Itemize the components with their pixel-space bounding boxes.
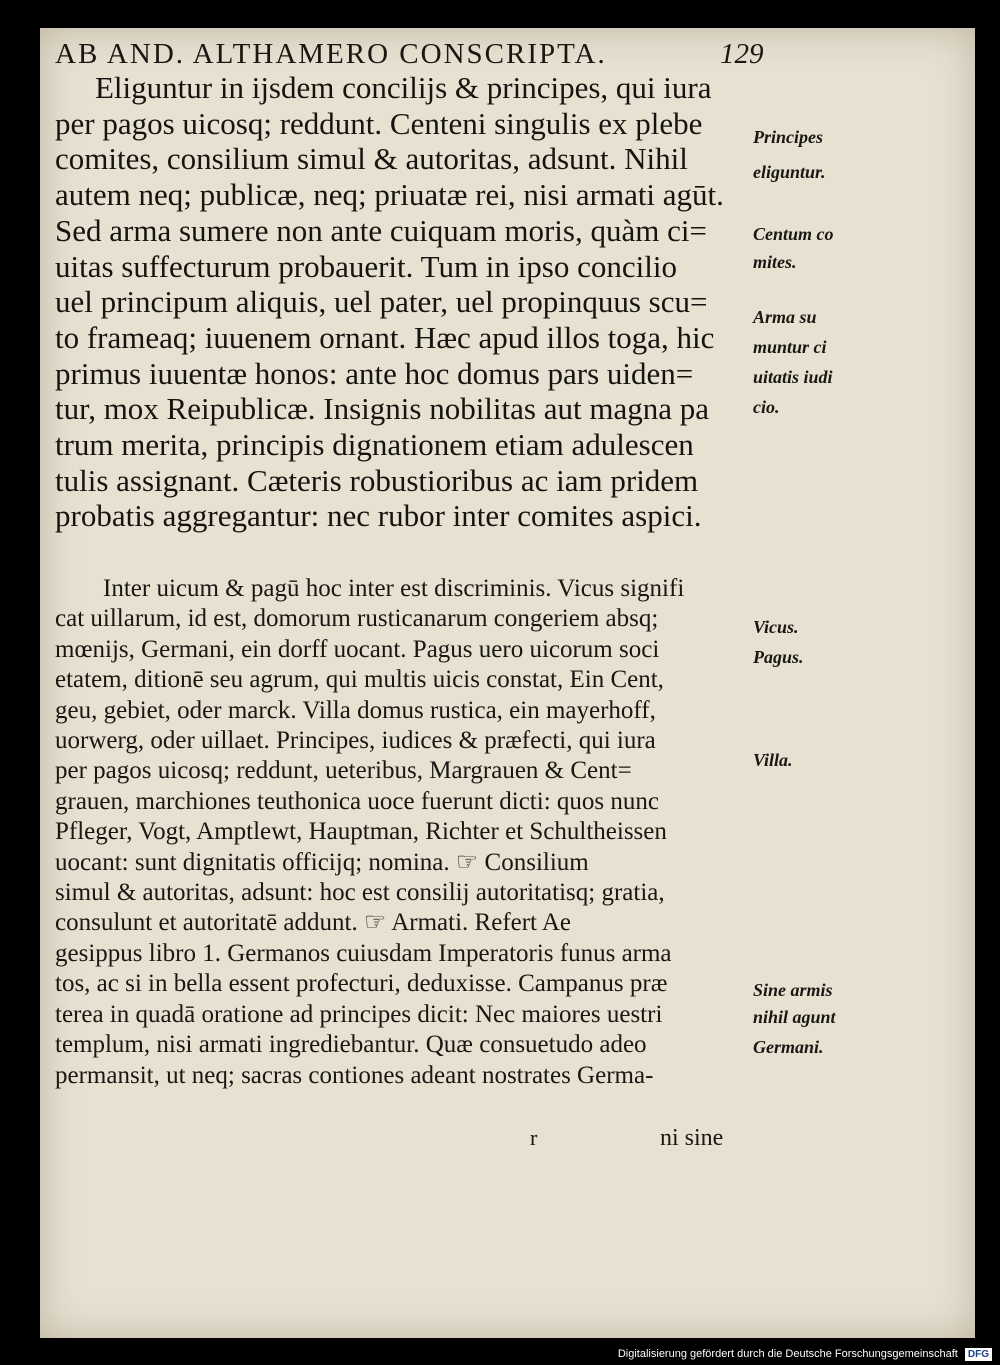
footer-credit: Digitalisierung gefördert durch die Deutsche Forschungsgemeinschaft xyxy=(617,1348,958,1360)
running-head xyxy=(55,38,775,71)
text-line: probatis aggregantur: nec rubor inter comites aspici. xyxy=(55,498,702,534)
marginal-note: Pagus. xyxy=(753,647,804,667)
text-line: grauen, marchiones teuthonica uoce fuerunt dicti: quos nunc xyxy=(55,787,659,815)
dfg-logo: DFG xyxy=(965,1348,992,1361)
text-line: tos, ac si in bella essent profecturi, deduxisse. Campanus præ xyxy=(55,970,668,998)
text-line: cat uillarum, id est, domorum rusticanarum congeriem absq; xyxy=(55,605,659,633)
marginal-note: uitatis iudi xyxy=(753,367,833,387)
text-line: Sed arma sumere non ante cuiquam moris, quàm ci= xyxy=(55,212,707,248)
marginal-note: cio. xyxy=(753,397,780,417)
paragraph-1 xyxy=(55,70,755,534)
text-line: uocant: sunt dignitatis officijq; nomina. ☞ Consilium xyxy=(55,848,589,876)
marginal-note: muntur ci xyxy=(753,337,827,357)
text-line: per pagos uicosq; reddunt. Centeni singulis ex plebe xyxy=(55,105,703,141)
text-line: permansit, ut neq; sacras contiones adeant nostrates Germa- xyxy=(55,1061,654,1089)
text-line: templum, nisi armati ingrediebantur. Quæ consuetudo adeo xyxy=(55,1031,647,1059)
text-line: simul & autoritas, adsunt: hoc est consilij autoritatisq; gratia, xyxy=(55,879,665,907)
marginal-note: eliguntur. xyxy=(753,162,826,182)
text-line: to frameaq; iuuenem ornant. Hæc apud illos toga, hic xyxy=(55,319,715,355)
text-line: geu, gebiet, oder marck. Villa domus rustica, ein mayerhoff, xyxy=(55,696,656,724)
text-line: autem neq; publicæ, neq; priuatæ rei, nisi armati agūt. xyxy=(55,177,724,213)
text-line: uorwerg, oder uillaet. Principes, iudices & præfecti, qui iura xyxy=(55,727,656,755)
marginal-note: Villa. xyxy=(753,750,793,770)
text-line: comites, consilium simul & autoritas, adsunt. Nihil xyxy=(55,141,688,177)
catchword: ni sine xyxy=(660,1125,724,1151)
page-number: 129 xyxy=(720,38,764,70)
text-line: tur, mox Reipublicæ. Insignis nobilitas aut magna pa xyxy=(55,391,709,427)
paragraph-2 xyxy=(55,574,755,1091)
text-line: terea in quadā oratione ad principes dicit: Nec maiores uestri xyxy=(55,1000,663,1028)
marginal-note: Vicus. xyxy=(753,617,799,637)
text-line: uitas suffecturum probauerit. Tum in ipso concilio xyxy=(55,248,677,284)
text-line: Pfleger, Vogt, Amptlewt, Hauptman, Richter et Schultheissen xyxy=(55,818,667,846)
footer-bar xyxy=(600,1345,992,1363)
marginal-note: mites. xyxy=(753,252,797,272)
text-line: uel principum aliquis, uel pater, uel propinquus scu= xyxy=(55,284,708,320)
text-line: trum merita, principis dignationem etiam adulescen xyxy=(55,427,694,463)
marginal-note: Principes xyxy=(753,127,823,147)
marginal-note: Centum co xyxy=(753,224,834,244)
text-line: gesippus libro 1. Germanos cuiusdam Imperatoris funus arma xyxy=(55,939,672,967)
text-line: Eliguntur in ijsdem concilijs & principes, qui iura xyxy=(95,70,712,105)
running-head-title: AB AND. ALTHAMERO CONSCRIPTA. xyxy=(55,38,607,70)
text-line: Inter uicum & pagū hoc inter est discriminis. Vicus signifi xyxy=(103,575,685,602)
text-line: per pagos uicosq; reddunt, ueteribus, Margrauen & Cent= xyxy=(55,757,632,785)
signature-mark: r xyxy=(530,1125,538,1150)
text-line: mœnijs, Germani, ein dorff uocant. Pagus uero uicorum soci xyxy=(55,635,660,663)
text-line: primus iuuentæ honos: ante hoc domus pars uiden= xyxy=(55,355,694,391)
text-line: consulunt et autoritatē addunt. ☞ Armati. Refert Ae xyxy=(55,909,572,937)
marginal-note: nihil agunt xyxy=(753,1007,836,1027)
marginal-note: Sine armis xyxy=(753,980,833,1000)
text-line: tulis assignant. Cæteris robustioribus ac iam pridem xyxy=(55,462,699,498)
text-line: etatem, ditionē seu agrum, qui multis uicis constat, Ein Cent, xyxy=(55,666,664,694)
marginal-note: Germani. xyxy=(753,1037,824,1057)
marginal-note: Arma su xyxy=(753,307,817,327)
